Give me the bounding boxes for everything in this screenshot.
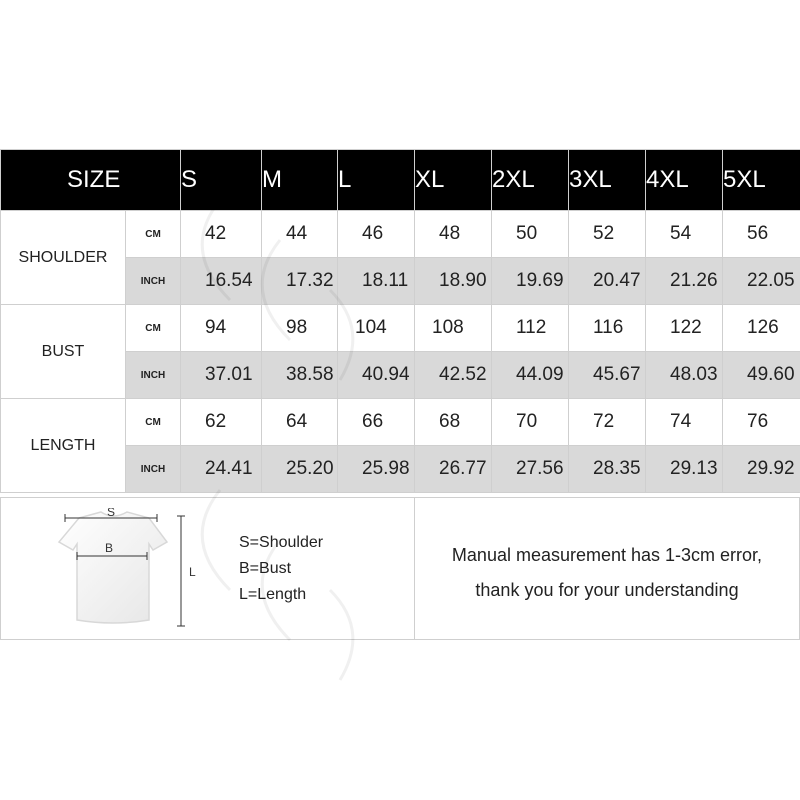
measurement-note [415, 538, 799, 608]
table-cell: 18.11 [338, 258, 415, 305]
table-cell: 68 [415, 399, 492, 446]
table-row [1, 305, 800, 352]
size-col-header: L [338, 150, 415, 211]
bust-mark: B [105, 541, 114, 555]
size-col-header: S [181, 150, 262, 211]
table-cell: 112 [492, 305, 569, 352]
table-cell: 46 [338, 211, 415, 258]
table-cell: 126 [723, 305, 800, 352]
table-cell: 40.94 [338, 352, 415, 399]
table-cell: 21.26 [646, 258, 723, 305]
table-row [1, 399, 800, 446]
table-cell: 27.56 [492, 446, 569, 493]
legend-length: L=Length [239, 586, 307, 603]
table-cell: 44.09 [492, 352, 569, 399]
measurement-guide [1, 498, 415, 639]
table-cell: 19.69 [492, 258, 569, 305]
table-cell: 48 [415, 211, 492, 258]
table-cell: 62 [181, 399, 262, 446]
table-cell: 24.41 [181, 446, 262, 493]
table-cell: 37.01 [181, 352, 262, 399]
table-cell: 52 [569, 211, 646, 258]
table-cell: 25.20 [262, 446, 338, 493]
table-cell: 22.05 [723, 258, 800, 305]
measurement-legend [239, 530, 323, 608]
table-cell: 25.98 [338, 446, 415, 493]
table-cell: 28.35 [569, 446, 646, 493]
size-col-header: XL [415, 150, 492, 211]
table-cell: 64 [262, 399, 338, 446]
legend-shoulder: S=Shoulder [239, 534, 324, 551]
table-cell: 16.54 [181, 258, 262, 305]
table-cell: 116 [569, 305, 646, 352]
table-cell: 76 [723, 399, 800, 446]
table-cell: 26.77 [415, 446, 492, 493]
table-cell: 29.13 [646, 446, 723, 493]
header-row [1, 150, 800, 211]
shoulder-mark: S [107, 508, 116, 519]
table-cell: 42 [181, 211, 262, 258]
table-row [1, 211, 800, 258]
size-table [0, 149, 800, 493]
legend-bust: B=Bust [239, 560, 292, 577]
table-cell: 108 [415, 305, 492, 352]
measure-label: BUST [1, 305, 126, 399]
table-cell: 42.52 [415, 352, 492, 399]
table-cell: 20.47 [569, 258, 646, 305]
measure-label: SHOULDER [1, 211, 126, 305]
size-col-header: 3XL [569, 150, 646, 211]
table-cell: 98 [262, 305, 338, 352]
unit-label: INCH [126, 446, 181, 493]
size-col-header: M [262, 150, 338, 211]
unit-label: CM [126, 305, 181, 352]
table-cell: 50 [492, 211, 569, 258]
table-cell: 45.67 [569, 352, 646, 399]
table-cell: 54 [646, 211, 723, 258]
table-cell: 122 [646, 305, 723, 352]
length-mark: L [189, 565, 196, 579]
table-cell: 94 [181, 305, 262, 352]
table-cell: 56 [723, 211, 800, 258]
tshirt-diagram-icon [41, 508, 221, 633]
table-cell: 72 [569, 399, 646, 446]
unit-label: CM [126, 211, 181, 258]
table-cell: 66 [338, 399, 415, 446]
note-panel [415, 498, 799, 639]
size-col-header: 2XL [492, 150, 569, 211]
table-cell: 70 [492, 399, 569, 446]
size-col-header: 4XL [646, 150, 723, 211]
table-cell: 44 [262, 211, 338, 258]
table-cell: 18.90 [415, 258, 492, 305]
measure-label: LENGTH [1, 399, 126, 493]
size-header: SIZE [1, 150, 181, 211]
note-line-2: thank you for your understanding [475, 580, 739, 600]
table-cell: 17.32 [262, 258, 338, 305]
size-col-header: 5XL [723, 150, 800, 211]
note-line-1: Manual measurement has 1-3cm error, [451, 545, 763, 565]
unit-label: INCH [126, 258, 181, 305]
unit-label: INCH [126, 352, 181, 399]
unit-label: CM [126, 399, 181, 446]
table-cell: 38.58 [262, 352, 338, 399]
table-cell: 104 [338, 305, 415, 352]
table-cell: 48.03 [646, 352, 723, 399]
info-panel [0, 497, 800, 640]
size-chart [0, 149, 800, 493]
table-cell: 29.92 [723, 446, 800, 493]
table-cell: 49.60 [723, 352, 800, 399]
table-cell: 74 [646, 399, 723, 446]
